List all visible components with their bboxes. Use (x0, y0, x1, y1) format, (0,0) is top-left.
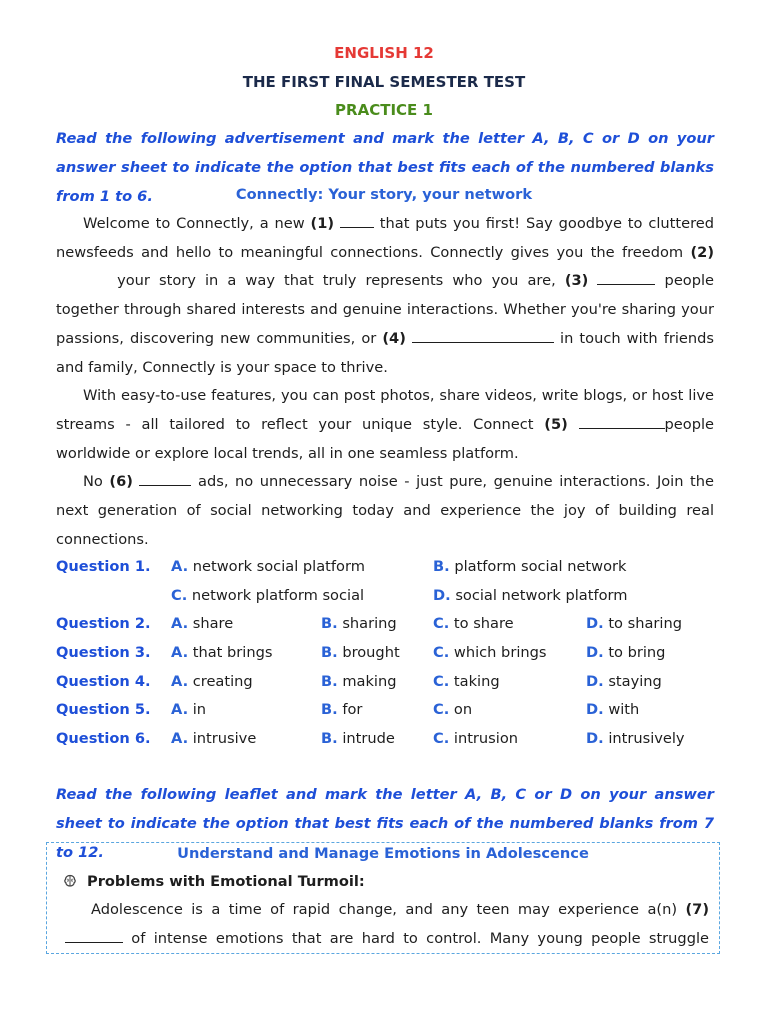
question-label: Question 4. (56, 672, 151, 690)
option-text: social network platform (455, 586, 628, 604)
option-letter: B. (321, 644, 338, 662)
text: Adolescence is a time of rapid change, and any teen may experience a(n) (91, 901, 686, 918)
option-text: creating (192, 672, 253, 690)
option-text: brought (342, 644, 400, 662)
question-label: Question 6. (56, 730, 151, 748)
option-a[interactable] (171, 696, 206, 725)
paragraph-1 (56, 210, 714, 382)
option-text: intrude (342, 730, 395, 748)
option-a[interactable] (171, 610, 233, 639)
paragraph (65, 896, 709, 953)
option-letter: A. (171, 615, 189, 633)
question-row-6 (56, 725, 726, 754)
advertisement-passage (56, 210, 714, 554)
blank-5 (579, 414, 665, 429)
option-text: intrusively (608, 730, 685, 748)
option-letter: A. (171, 701, 189, 719)
option-text: in (192, 701, 207, 719)
text: that puts you first! Say goodbye to cluttered newsfeeds and hello to meaningful connections. Connectly gives you the freedom (56, 215, 714, 261)
option-d[interactable] (586, 725, 685, 754)
option-d[interactable] (586, 610, 682, 639)
option-letter: B. (433, 558, 450, 575)
option-text: network platform social (191, 586, 365, 604)
option-letter: D. (586, 644, 604, 662)
option-letter: C. (433, 672, 450, 690)
text: your story in a way that truly represents who you are, (108, 272, 565, 290)
option-text: with (608, 701, 640, 719)
blank-number-1: (1) (310, 215, 335, 232)
option-b[interactable] (321, 639, 400, 668)
option-letter: B. (321, 615, 338, 633)
option-letter: A. (171, 672, 189, 690)
option-d[interactable] (586, 639, 665, 668)
option-letter: C. (433, 701, 450, 719)
text: in touch with friends and family, Connectly is your space to thrive. (56, 329, 714, 376)
option-b[interactable] (321, 725, 395, 754)
text: people together through shared interests and genuine interactions. Whether you're sharing your passions, discovering new communities, or (56, 272, 715, 347)
option-text: network social platform (192, 558, 365, 575)
option-d[interactable] (586, 696, 639, 725)
blank-1 (340, 213, 374, 228)
option-letter: D. (586, 615, 604, 633)
option-c[interactable] (433, 610, 514, 639)
questions-list (56, 553, 726, 754)
option-a[interactable] (171, 725, 256, 754)
text: Welcome to Connectly, a new (83, 215, 311, 232)
option-c[interactable] (433, 639, 547, 668)
option-text: intrusive (192, 730, 257, 748)
text: No (83, 473, 110, 491)
question-label: Question 3. (56, 644, 151, 662)
blank-number-7: (7) (685, 901, 709, 918)
test-title: THE FIRST FINAL SEMESTER TEST (242, 73, 526, 91)
option-c[interactable] (433, 696, 472, 725)
leaflet-heading (63, 873, 365, 890)
option-text: to bring (608, 644, 666, 662)
question-row-2 (56, 610, 726, 639)
text: ads, no unnecessary noise - just pure, genuine interactions. Join the next generation of social networking today and experience the joy of building real connections. (56, 473, 714, 548)
blank-number-6: (6) (109, 473, 133, 491)
option-text: platform social network (454, 558, 627, 575)
question-label: Question 1. (56, 558, 151, 575)
option-c[interactable] (433, 725, 518, 754)
option-letter: D. (586, 701, 604, 719)
option-letter: B. (321, 701, 338, 719)
instruction-section-2: Read the following leaflet and mark the letter A, B, C or D on your answer sheet to indicate the option that best fits each of the numbered blanks from 7 to 12. (56, 786, 714, 861)
option-text: sharing (342, 615, 397, 633)
option-letter: D. (433, 586, 451, 604)
option-a[interactable] (171, 553, 365, 582)
question-row-5 (56, 696, 726, 725)
subject-title: ENGLISH 12 (334, 44, 434, 62)
question-label: Question 5. (56, 701, 151, 719)
instruction-section-1: Read the following advertisement and mark the letter A, B, C or D on your answer sheet to indicate the option that best fits each of the numbered blanks from 1 to 6. (56, 130, 714, 205)
option-text: share (192, 615, 234, 633)
option-text: which brings (453, 644, 547, 662)
option-letter: C. (433, 644, 450, 662)
option-text: to sharing (608, 615, 682, 633)
option-text: on (453, 701, 473, 719)
brain-icon (63, 874, 77, 888)
option-b[interactable] (433, 553, 626, 582)
blank-number-4: (4) (382, 329, 406, 347)
question-row-3 (56, 639, 726, 668)
option-letter: B. (321, 730, 338, 748)
option-letter: C. (171, 586, 188, 604)
option-letter: C. (433, 615, 450, 633)
option-text: that brings (192, 644, 273, 662)
option-c[interactable] (433, 668, 500, 697)
option-a[interactable] (171, 668, 253, 697)
option-b[interactable] (321, 668, 397, 697)
blank-number-2: (2) (690, 243, 714, 261)
option-text: staying (608, 672, 662, 690)
blank-number-5: (5) (544, 415, 568, 433)
blank-7 (65, 928, 123, 943)
question-row-1 (56, 553, 726, 582)
option-d[interactable] (433, 582, 627, 611)
option-text: making (342, 672, 397, 690)
option-text: for (342, 701, 363, 719)
option-b[interactable] (321, 610, 397, 639)
paragraph-3 (56, 468, 714, 554)
option-text: intrusion (453, 730, 519, 748)
option-c[interactable] (171, 582, 364, 611)
option-b[interactable] (321, 696, 362, 725)
option-letter: D. (586, 730, 604, 748)
option-letter: A. (171, 730, 189, 748)
blank-6 (139, 471, 191, 486)
blank-2 (56, 270, 108, 285)
option-letter: A. (171, 558, 189, 575)
leaflet-box (46, 842, 720, 954)
practice-title: PRACTICE 1 (335, 101, 433, 119)
heading-text: Problems with Emotional Turmoil: (87, 873, 365, 890)
option-text: to share (453, 615, 514, 633)
text: With easy-to-use features, you can post photos, share videos, write blogs, or host live streams - all tailored to reflect your unique style. Connect (56, 387, 714, 433)
text: of intense emotions that are hard to control. Many young people struggle (123, 929, 709, 947)
question-label: Question 2. (56, 615, 151, 633)
option-a[interactable] (171, 639, 272, 668)
option-letter: B. (321, 672, 338, 690)
option-letter: D. (586, 672, 604, 690)
option-letter: C. (433, 730, 450, 748)
leaflet-title: Understand and Manage Emotions in Adolescence (177, 845, 589, 862)
text: people worldwide or explore local trends, all in one seamless platform. (56, 415, 715, 462)
option-letter: A. (171, 644, 189, 662)
advertisement-title: Connectly: Your story, your network (235, 186, 533, 203)
question-row-1-cont (56, 582, 726, 611)
option-d[interactable] (586, 668, 662, 697)
question-row-4 (56, 668, 726, 697)
blank-3 (597, 270, 655, 285)
leaflet-paragraph (65, 896, 709, 953)
blank-number-3: (3) (564, 272, 589, 290)
paragraph-2 (56, 382, 714, 468)
option-text: taking (453, 672, 500, 690)
blank-4 (412, 328, 554, 343)
